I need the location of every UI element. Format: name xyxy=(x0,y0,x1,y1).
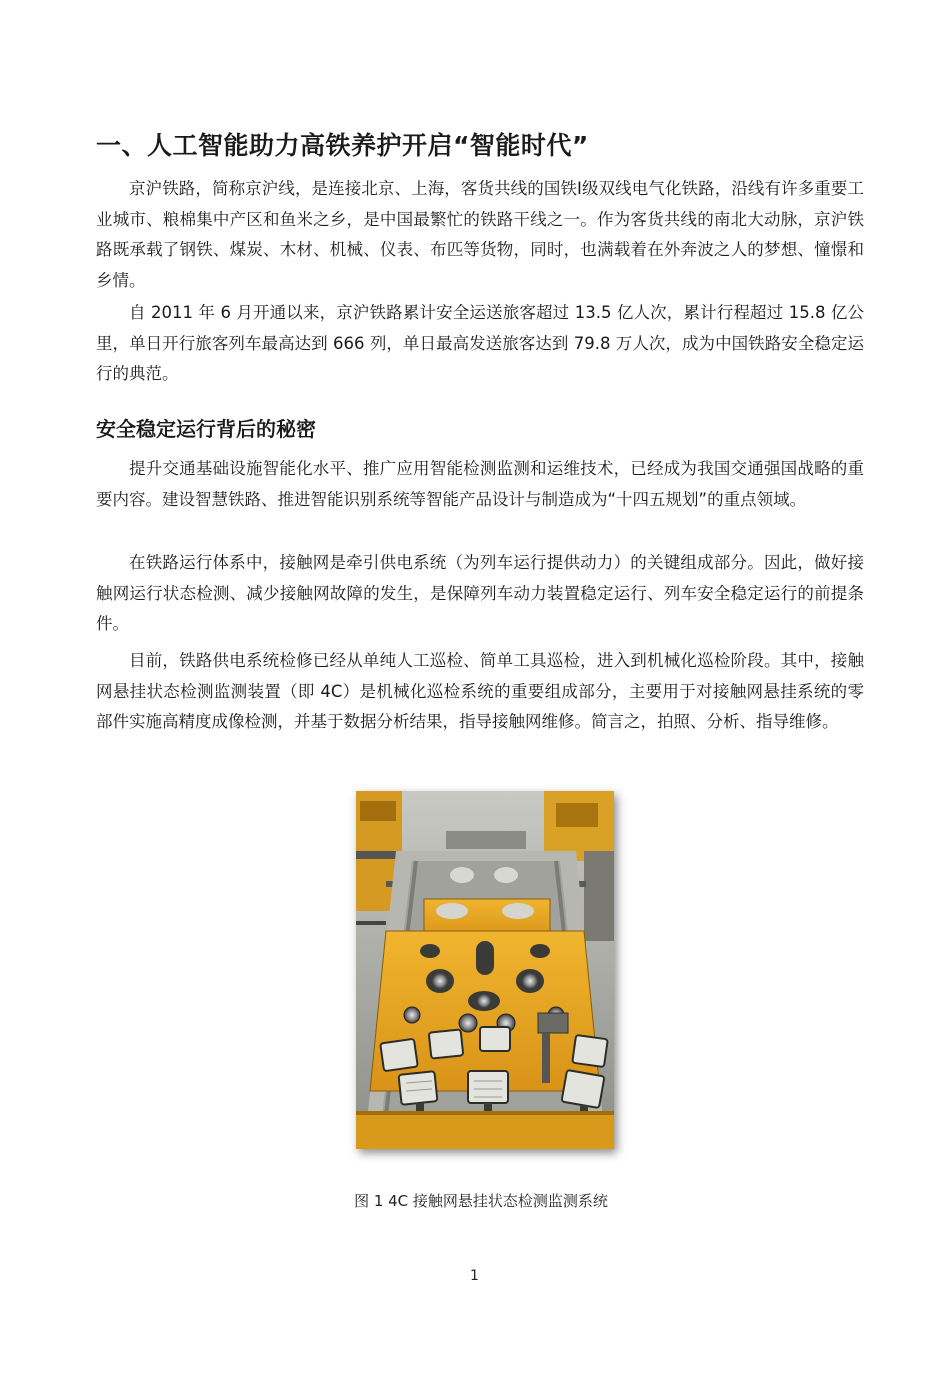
subsection-heading: 安全稳定运行背后的秘密 xyxy=(96,417,316,441)
figure-4c-photo xyxy=(356,791,614,1149)
4c-equipment-illustration xyxy=(356,791,614,1149)
figure-caption: 图 1 4C 接触网悬挂状态检测监测系统 xyxy=(354,1192,608,1210)
paragraph-4c-system: 目前，铁路供电系统检修已经从单纯人工巡检、简单工具巡检，进入到机械化巡检阶段。其中，接触网悬挂状态检测监测装置（即 4C）是机械化巡检系统的重要组成部分，主要用于对接触网悬挂系统的零部件实施高精度成像检测，并基于数据分析结果，指导接触网维修。简言之，拍照、分析、指导维修。 xyxy=(96,651,864,731)
page-number: 1 xyxy=(470,1268,479,1284)
paragraph-jinghu-statistics: 自 2011 年 6 月开通以来，京沪铁路累计安全运送旅客超过 13.5 亿人次，累计行程超过 15.8 亿公里，单日开行旅客列车最高达到 666 列，单日最高发送旅客达到 79.8 万人次，成为中国铁路安全稳定运行的典范。 xyxy=(96,303,864,383)
paragraph-smart-infrastructure: 提升交通基础设施智能化水平、推广应用智能检测监测和运维技术，已经成为我国交通强国战略的重要内容。建设智慧铁路、推进智能识别系统等智能产品设计与制造成为“十四五规划”的重点领域。 xyxy=(96,459,864,509)
section-heading: 一、人工智能助力高铁养护开启“智能时代” xyxy=(96,131,589,160)
paragraph-catenary-importance: 在铁路运行体系中，接触网是牵引供电系统（为列车运行提供动力）的关键组成部分。因此，做好接触网运行状态检测、减少接触网故障的发生，是保障列车动力装置稳定运行、列车安全稳定运行的前提条件。 xyxy=(96,553,864,633)
paragraph-jinghu-intro: 京沪铁路，简称京沪线，是连接北京、上海，客货共线的国铁Ⅰ级双线电气化铁路，沿线有许多重要工业城市、粮棉集中产区和鱼米之乡，是中国最繁忙的铁路干线之一。作为客货共线的南北大动脉，京沪铁路既承载了钢铁、煤炭、木材、机械、仪表、布匹等货物，同时，也满载着在外奔波之人的梦想、憧憬和乡情。 xyxy=(96,179,864,290)
